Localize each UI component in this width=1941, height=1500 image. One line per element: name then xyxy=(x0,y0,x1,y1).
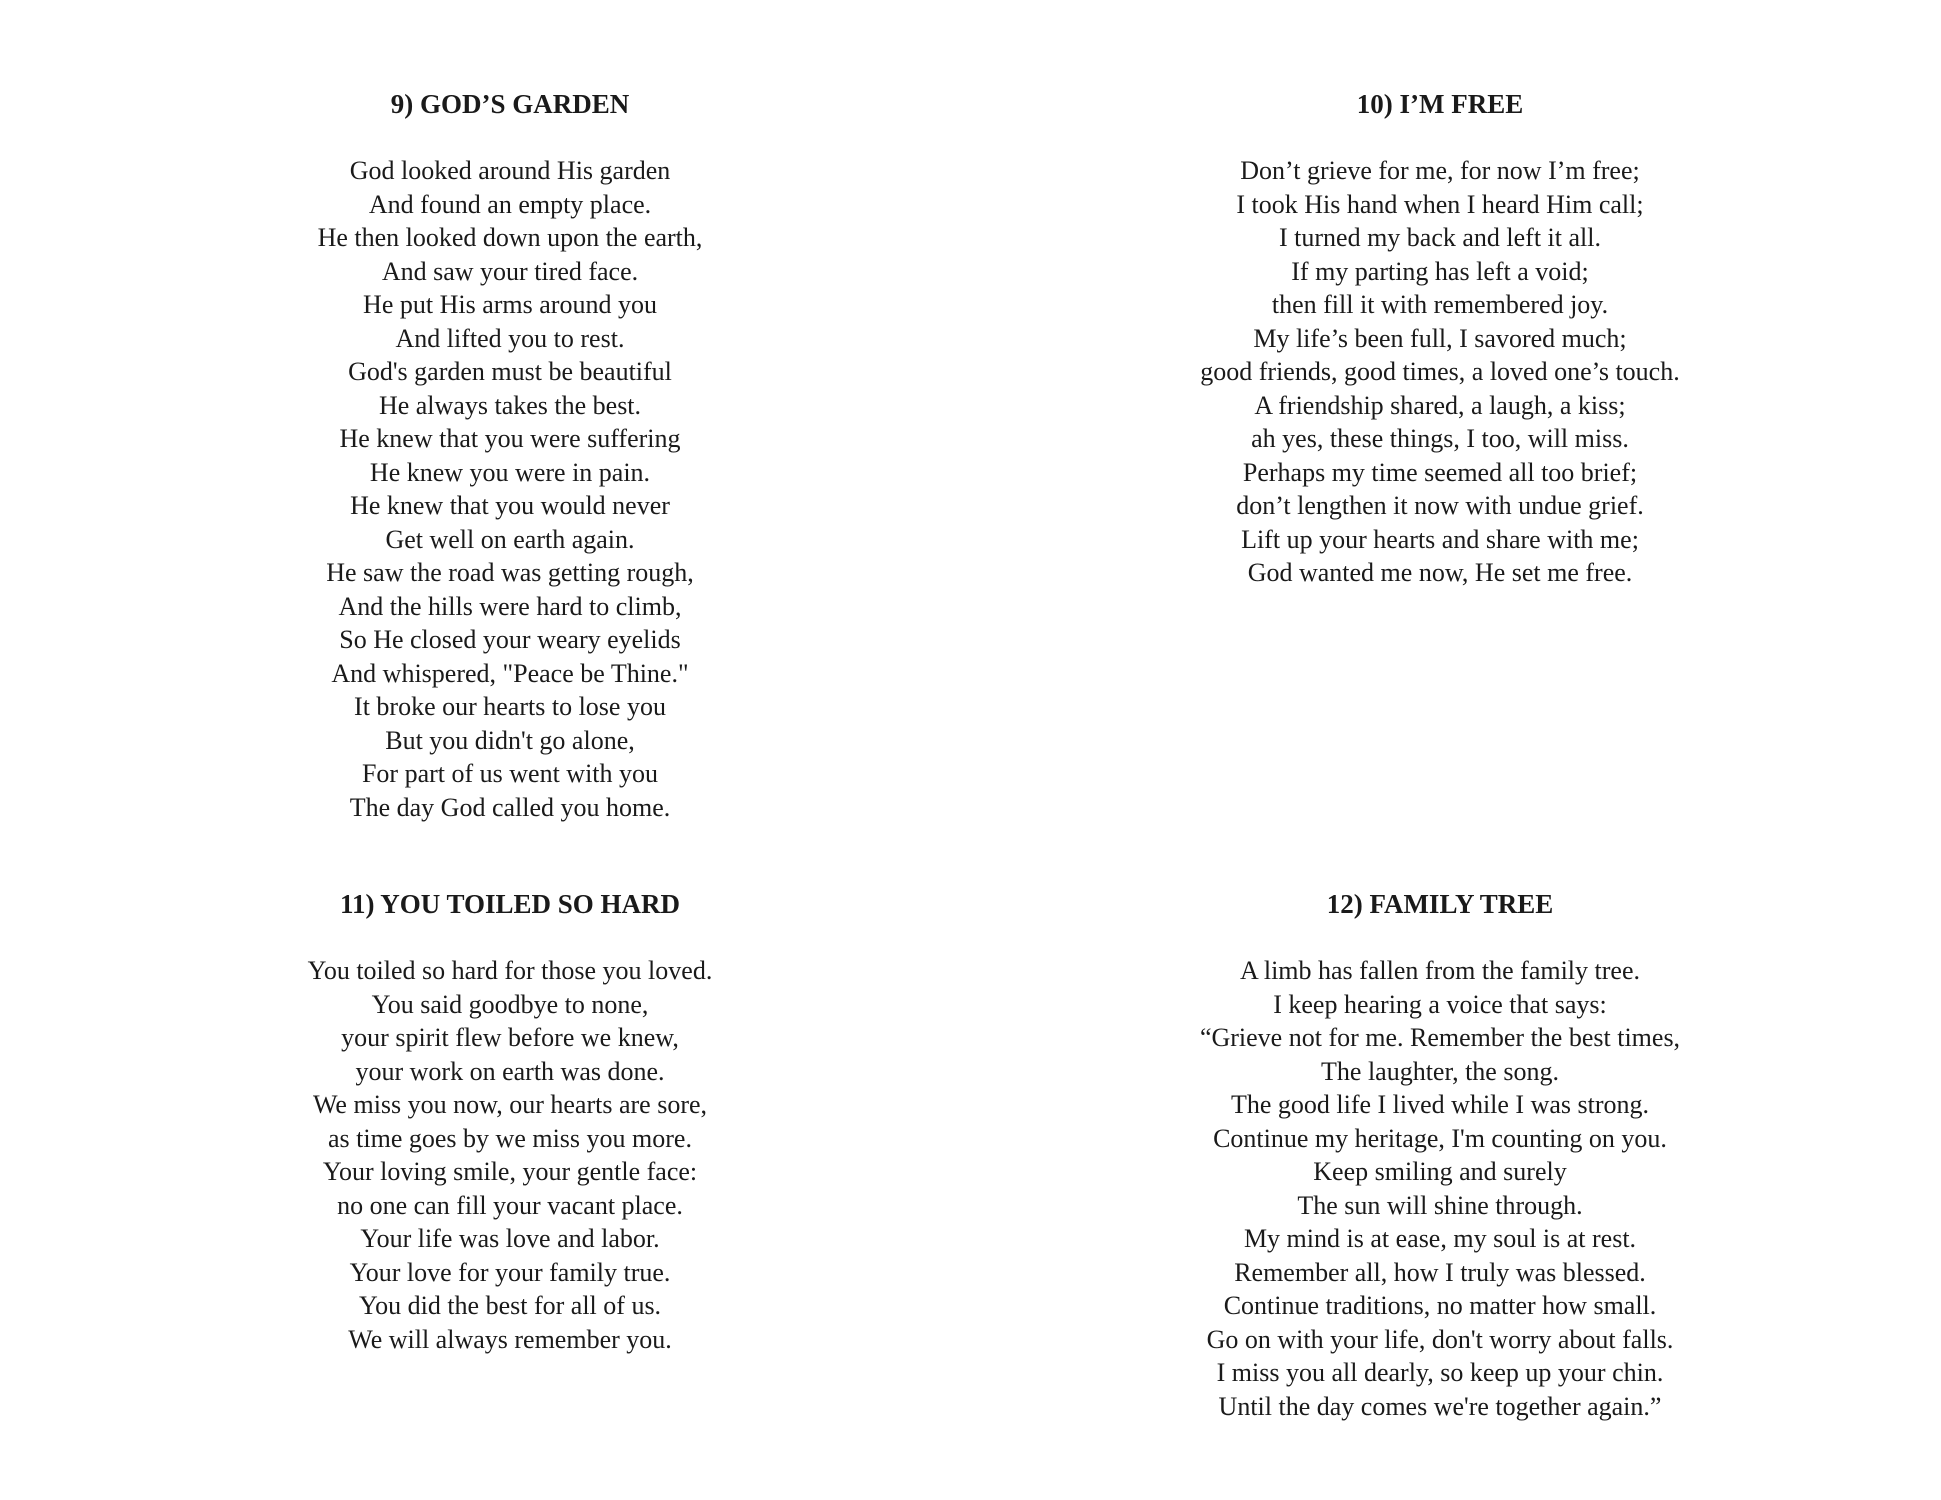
poem-line: Continue my heritage, I'm counting on you. xyxy=(1213,1123,1667,1153)
poem-line: If my parting has left a void; xyxy=(1291,256,1589,286)
poem-line: I turned my back and left it all. xyxy=(1278,223,1601,252)
poem-line: The laughter, the song. xyxy=(1321,1056,1559,1086)
poem-line: Your loving smile, your gentle face: xyxy=(322,1157,698,1186)
poem-line: But you didn't go alone, xyxy=(385,725,635,755)
poem-line: your work on earth was done. xyxy=(355,1056,665,1086)
poem-body xyxy=(180,954,840,1356)
poem-you-toiled-so-hard xyxy=(180,887,840,1356)
poem-line: Get well on earth again. xyxy=(385,524,635,554)
poem-line: He put His arms around you xyxy=(363,290,657,319)
poem-line: The day God called you home. xyxy=(349,792,671,822)
poem-line: He then looked down upon the earth, xyxy=(317,223,703,252)
poem-line: You toiled so hard for those you loved. xyxy=(307,956,713,985)
poem-line: You did the best for all of us. xyxy=(358,1291,662,1320)
poem-line: I keep hearing a voice that says: xyxy=(1273,989,1607,1019)
poem-line: And saw your tired face. xyxy=(381,256,639,286)
poem-title: 9) GOD’S GARDEN xyxy=(390,89,630,119)
poem-line: I miss you all dearly, so keep up your chin. xyxy=(1216,1358,1664,1387)
poem-line: For part of us went with you xyxy=(361,759,659,788)
poem-line: as time goes by we miss you more. xyxy=(328,1123,692,1153)
poem-line: A friendship shared, a laugh, a kiss; xyxy=(1254,390,1626,420)
poem-line: no one can fill your vacant place. xyxy=(337,1190,683,1220)
poem-line: God wanted me now, He set me free. xyxy=(1247,558,1633,587)
poem-line: The good life I lived while I was strong. xyxy=(1230,1090,1650,1119)
poem-line: Until the day comes we're together again.” xyxy=(1218,1391,1662,1421)
poem-body xyxy=(1110,154,1770,590)
poem-line: Lift up your hearts and share with me; xyxy=(1241,524,1639,554)
poem-line: Perhaps my time seemed all too brief; xyxy=(1242,457,1638,487)
poem-line: Your life was love and labor. xyxy=(360,1224,660,1253)
poem-line: then fill it with remembered joy. xyxy=(1271,290,1609,319)
poem-family-tree xyxy=(1110,887,1770,1423)
poem-title: 12) FAMILY TREE xyxy=(1326,889,1554,919)
poem-title: 10) I’M FREE xyxy=(1356,89,1524,119)
poem-line: Your love for your family true. xyxy=(349,1257,671,1287)
poem-line: And found an empty place. xyxy=(368,189,652,219)
poem-body xyxy=(1110,954,1770,1423)
poem-line: So He closed your weary eyelids xyxy=(339,625,681,654)
poem-line: good friends, good times, a loved one’s touch. xyxy=(1200,357,1680,386)
poem-line: I took His hand when I heard Him call; xyxy=(1236,189,1644,219)
poem-title: 11) YOU TOILED SO HARD xyxy=(339,889,681,919)
poem-line: We will always remember you. xyxy=(348,1324,672,1354)
poem-line: And lifted you to rest. xyxy=(395,323,625,353)
poem-line: He knew you were in pain. xyxy=(369,457,651,487)
poem-line: ah yes, these things, I too, will miss. xyxy=(1251,424,1629,453)
poem-line: God looked around His garden xyxy=(349,156,671,185)
poem-line: Remember all, how I truly was blessed. xyxy=(1234,1257,1646,1287)
poem-line: Keep smiling and surely xyxy=(1313,1157,1567,1186)
poem-line: He saw the road was getting rough, xyxy=(326,558,694,587)
poem-line: God's garden must be beautiful xyxy=(348,357,672,386)
poem-line: your spirit flew before we knew, xyxy=(341,1023,679,1052)
poem-line: And the hills were hard to climb, xyxy=(338,591,682,621)
poem-line: My life’s been full, I savored much; xyxy=(1253,323,1627,353)
poem-line: We miss you now, our hearts are sore, xyxy=(312,1090,708,1119)
poem-line: don’t lengthen it now with undue grief. xyxy=(1236,491,1644,520)
poem-line: And whispered, "Peace be Thine." xyxy=(331,658,689,688)
poem-line: He knew that you would never xyxy=(350,491,670,520)
poem-line: He always takes the best. xyxy=(378,390,642,420)
poem-line: You said goodbye to none, xyxy=(371,989,649,1019)
poem-line: Go on with your life, don't worry about falls. xyxy=(1206,1324,1674,1354)
poem-line: My mind is at ease, my soul is at rest. xyxy=(1243,1224,1637,1253)
poem-body xyxy=(180,154,840,824)
poem-line: He knew that you were suffering xyxy=(339,424,681,453)
poem-line: It broke our hearts to lose you xyxy=(354,692,666,721)
poem-line: Don’t grieve for me, for now I’m free; xyxy=(1240,156,1640,185)
poem-gods-garden xyxy=(180,87,840,824)
poem-line: The sun will shine through. xyxy=(1297,1190,1583,1220)
poem-im-free xyxy=(1110,87,1770,590)
poem-line: “Grieve not for me. Remember the best times, xyxy=(1199,1023,1681,1052)
poem-line: Continue traditions, no matter how small. xyxy=(1223,1291,1657,1320)
poem-line: A limb has fallen from the family tree. xyxy=(1240,956,1640,985)
